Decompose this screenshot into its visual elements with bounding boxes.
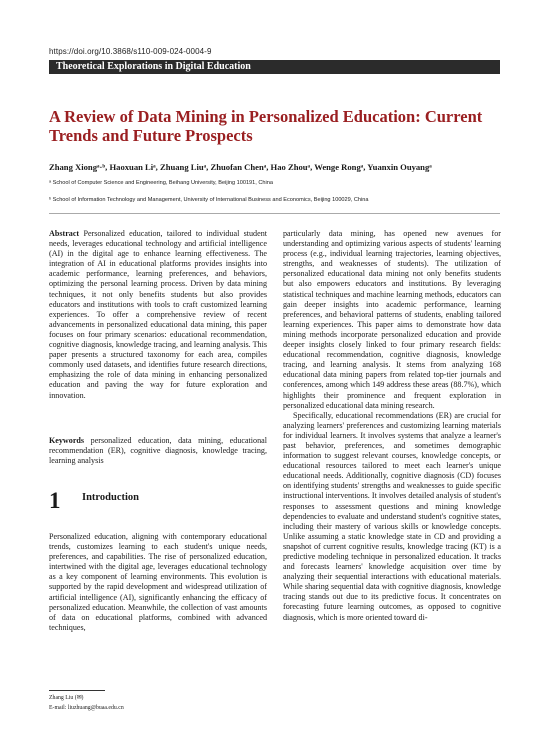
doi-link[interactable]: https://doi.org/10.3868/s110-009-024-0004-9 bbox=[49, 47, 212, 56]
author-list: Zhang Xiongᵃ·ᵇ, Haoxuan Liᵃ, Zhuang Liuᵃ, Zhuofan Chenᵃ, Hao Zhouᵃ, Wenge Rongᵃ, Yuanxin Ouyangᵃ bbox=[49, 162, 432, 172]
keywords-text: personalized education, data mining, educational recommendation (ER), cognitive diagnosis, knowledge tracing, learning analysis bbox=[49, 436, 267, 466]
right-paragraph-1: particularly data mining, has opened new avenues for understanding and optimizing various aspects of students' learning process (e.g., individual learning trajectories, learning objectives, strengths, and weaknesses of students). The utilization of personalized educational data mining not only benefits students but also empowers educators and institutions. By leveraging statistical techniques and machine learning methods, educators can gain deeper insights into academic performance, learning preferences, and behavioral patterns of students, enabling tailored learning experiences. This paper aims to demonstrate how data mining methods incorporate personalized education and provide deeper insights closely linked to four primary research fields: educational recommendation, cognitive diagnosis, knowledge tracing, and learning analysis. It stems from analyzing 168 educational data mining papers from related top-tier journals and conferences, among which 149 address these areas (88.7%), which highlights their prominence and frequent exploration in personalized educational data mining research. bbox=[283, 229, 501, 410]
intro-paragraph-left bbox=[49, 532, 267, 633]
abstract-text: Personalized education, tailored to individual student needs, leverages educational technology and artificial intelligence (AI) in the digital age to enhance learning effectiveness. The integration of AI in educational platforms provides insights into academic performance, learning preferences, and behaviors, optimizing the personal learning process. Driven by data mining techniques, it not only benefits students but also provides educators and institutions with tools to craft customized learning experiences. To offer a comprehensive review of recent advancements in personalized educational data mining, this paper focuses on four primary scenarios: educational recommendation, cognitive diagnosis, knowledge tracing, and learning analysis. This paper presents a structured taxonomy for each area, compiles commonly used datasets, and identifies future research directions, emphasizing the role of data mining in enhancing personalized education and paving the way for future exploration and innovation. bbox=[49, 229, 267, 400]
header-divider bbox=[49, 213, 500, 214]
affiliation-b: ᵇ School of Information Technology and Management, University of International Business and Economics, Beijing 100029, China bbox=[49, 197, 369, 203]
article-title: A Review of Data Mining in Personalized Education: Current Trends and Future Prospects bbox=[49, 107, 483, 145]
keywords-label: Keywords bbox=[49, 436, 85, 445]
right-column bbox=[283, 229, 501, 623]
affiliation-a: ᵃ School of Computer Science and Engineering, Beihang University, Beijing 100191, China bbox=[49, 180, 273, 186]
intro-text: Personalized education, aligning with contemporary educational trends, customizes learning to each student's unique needs, preferences, and capabilities. The rise of personalized education, intertwined with the digital age, leverages educational technology as a key component of learning environments. This evolution is supported by the rapid development and widespread utilization of artificial intelligence (AI), significantly enhancing the efficacy of personalized education. Meanwhile, the collection of vast amounts of data on educational platforms, combined with advanced techniques, bbox=[49, 532, 267, 632]
abstract-label: Abstract bbox=[49, 229, 80, 238]
corresponding-email[interactable]: E-mail: liuzhuang@buaa.edu.cn bbox=[49, 705, 124, 711]
abstract-block bbox=[49, 229, 267, 401]
corresponding-author: Zhang Liu (✉) bbox=[49, 695, 84, 701]
journal-section-bar bbox=[49, 60, 500, 74]
journal-section-title: Theoretical Explorations in Digital Education bbox=[56, 61, 251, 72]
section-number: 1 bbox=[49, 488, 61, 513]
keywords-block bbox=[49, 436, 267, 466]
section-title: Introduction bbox=[82, 492, 139, 503]
footnote-divider bbox=[49, 690, 105, 691]
right-paragraph-2: Specifically, educational recommendations (ER) are crucial for analyzing learners' preferences and customizing learning materials for individual learners. It involves systems that analyze a learner's past behavior, preferences, and sometimes demographic information to suggest relevant courses, knowledge concepts, or educational resources tailored to meet each learner's unique educational needs. Additionally, cognitive diagnosis (CD) focuses on identifying students' strengths and weaknesses to guide specific instructional interventions. It involves detailed analysis of student's responses to assessment questions and mining knowledge dependencies to evaluate and understand student's cognitive states, including their mastery of various skills or knowledge concepts. Unlike assuming a static knowledge state in CD and providing a snapshot of current cognitive results, knowledge tracing (KT) is a predictive modeling technique in personalized education. It tracks and forecasts learners' knowledge acquisition over time by analyzing their sequential interactions with educational materials. While sharing sequential data with cognitive diagnosis, knowledge tracing stands out due to its predictive focus. It concentrates on forecasting future learning outcomes, as opposed to cognitive diagnosis, which is more oriented toward di- bbox=[283, 410, 501, 622]
